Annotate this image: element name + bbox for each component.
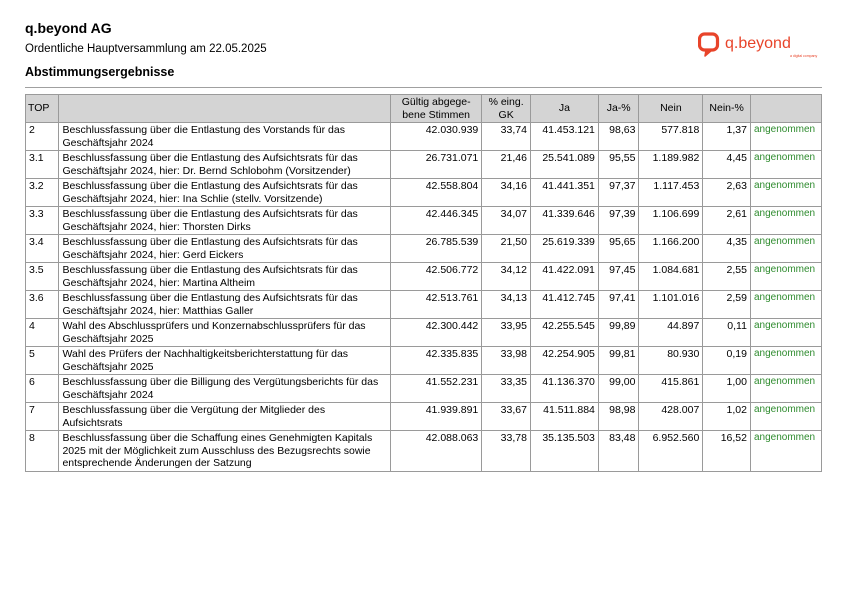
table-header-row bbox=[26, 95, 822, 123]
valid-votes: 42.335.835 bbox=[391, 347, 482, 375]
result-status: angenommen bbox=[750, 235, 821, 263]
table-row bbox=[26, 207, 822, 235]
col-header-no: Nein bbox=[639, 95, 703, 123]
result-status: angenommen bbox=[750, 431, 821, 472]
agenda-description: Beschlussfassung über die Entlastung des Aufsichtsrats für das Geschäftsjahr 2024, hier: Ina Schlie (stellv. Vorsitzende) bbox=[59, 179, 391, 207]
yes-votes: 41.136.370 bbox=[530, 375, 598, 403]
no-votes: 1.189.982 bbox=[639, 151, 703, 179]
top-number: 3.6 bbox=[26, 291, 59, 319]
top-number: 8 bbox=[26, 431, 59, 472]
yes-percent: 95,65 bbox=[598, 235, 639, 263]
result-status: angenommen bbox=[750, 151, 821, 179]
col-header-valid-votes: Gültig abgege-bene Stimmen bbox=[391, 95, 482, 123]
top-number: 3.1 bbox=[26, 151, 59, 179]
table-row bbox=[26, 431, 822, 472]
yes-votes: 41.339.646 bbox=[530, 207, 598, 235]
col-header-percent-capital: % eing. GK bbox=[482, 95, 531, 123]
col-header-no-percent: Nein-% bbox=[703, 95, 751, 123]
yes-votes: 35.135.503 bbox=[530, 431, 598, 472]
result-status: angenommen bbox=[750, 403, 821, 431]
no-votes: 44.897 bbox=[639, 319, 703, 347]
col-header-yes-percent: Ja-% bbox=[598, 95, 639, 123]
meeting-subtitle: Ordentliche Hauptversammlung am 22.05.2025 bbox=[25, 43, 267, 55]
company-name: q.beyond AG bbox=[25, 20, 112, 36]
col-header-top: TOP bbox=[26, 95, 59, 123]
yes-percent: 99,89 bbox=[598, 319, 639, 347]
table-row bbox=[26, 263, 822, 291]
top-number: 4 bbox=[26, 319, 59, 347]
percent-capital: 34,12 bbox=[482, 263, 531, 291]
yes-votes: 42.255.545 bbox=[530, 319, 598, 347]
result-status: angenommen bbox=[750, 291, 821, 319]
yes-votes: 41.511.884 bbox=[530, 403, 598, 431]
agenda-description: Wahl des Prüfers der Nachhaltigkeitsberichterstattung für das Geschäftsjahr 2025 bbox=[59, 347, 391, 375]
percent-capital: 33,98 bbox=[482, 347, 531, 375]
valid-votes: 42.506.772 bbox=[391, 263, 482, 291]
table-row bbox=[26, 179, 822, 207]
agenda-description: Beschlussfassung über die Billigung des Vergütungsberichts für das Geschäftsjahr 2024 bbox=[59, 375, 391, 403]
table-row bbox=[26, 151, 822, 179]
yes-percent: 99,00 bbox=[598, 375, 639, 403]
yes-votes: 25.619.339 bbox=[530, 235, 598, 263]
agenda-description: Beschlussfassung über die Entlastung des Aufsichtsrats für das Geschäftsjahr 2024, hier: Gerd Eickers bbox=[59, 235, 391, 263]
agenda-description: Beschlussfassung über die Schaffung eines Genehmigten Kapitals 2025 mit der Möglichkeit zum Ausschluss des Bezugsrechts sowie entsprechende Änderungen der Satzung bbox=[59, 431, 391, 472]
no-votes: 1.117.453 bbox=[639, 179, 703, 207]
top-number: 6 bbox=[26, 375, 59, 403]
yes-percent: 95,55 bbox=[598, 151, 639, 179]
result-status: angenommen bbox=[750, 347, 821, 375]
no-votes: 1.166.200 bbox=[639, 235, 703, 263]
valid-votes: 26.731.071 bbox=[391, 151, 482, 179]
percent-capital: 33,74 bbox=[482, 123, 531, 151]
result-status: angenommen bbox=[750, 375, 821, 403]
logo-wordmark: q.beyond bbox=[725, 35, 791, 52]
result-status: angenommen bbox=[750, 123, 821, 151]
no-percent: 2,61 bbox=[703, 207, 751, 235]
no-percent: 4,45 bbox=[703, 151, 751, 179]
percent-capital: 21,50 bbox=[482, 235, 531, 263]
top-number: 5 bbox=[26, 347, 59, 375]
yes-votes: 25.541.089 bbox=[530, 151, 598, 179]
no-percent: 0,19 bbox=[703, 347, 751, 375]
percent-capital: 34,13 bbox=[482, 291, 531, 319]
top-number: 3.4 bbox=[26, 235, 59, 263]
no-percent: 2,63 bbox=[703, 179, 751, 207]
yes-percent: 83,48 bbox=[598, 431, 639, 472]
results-table bbox=[25, 94, 822, 472]
yes-percent: 99,81 bbox=[598, 347, 639, 375]
yes-percent: 97,41 bbox=[598, 291, 639, 319]
no-votes: 577.818 bbox=[639, 123, 703, 151]
no-votes: 80.930 bbox=[639, 347, 703, 375]
top-number: 7 bbox=[26, 403, 59, 431]
no-percent: 1,00 bbox=[703, 375, 751, 403]
table-row bbox=[26, 347, 822, 375]
agenda-description: Beschlussfassung über die Entlastung des Vorstands für das Geschäftsjahr 2024 bbox=[59, 123, 391, 151]
valid-votes: 26.785.539 bbox=[391, 235, 482, 263]
yes-percent: 98,98 bbox=[598, 403, 639, 431]
percent-capital: 33,78 bbox=[482, 431, 531, 472]
valid-votes: 42.030.939 bbox=[391, 123, 482, 151]
yes-votes: 41.441.351 bbox=[530, 179, 598, 207]
percent-capital: 33,35 bbox=[482, 375, 531, 403]
agenda-description: Beschlussfassung über die Entlastung des Aufsichtsrats für das Geschäftsjahr 2024, hier: Matthias Galler bbox=[59, 291, 391, 319]
result-status: angenommen bbox=[750, 179, 821, 207]
yes-votes: 41.422.091 bbox=[530, 263, 598, 291]
col-header-yes: Ja bbox=[530, 95, 598, 123]
percent-capital: 21,46 bbox=[482, 151, 531, 179]
valid-votes: 42.446.345 bbox=[391, 207, 482, 235]
result-status: angenommen bbox=[750, 263, 821, 291]
yes-percent: 97,37 bbox=[598, 179, 639, 207]
section-title: Abstimmungsergebnisse bbox=[25, 65, 175, 79]
yes-votes: 42.254.905 bbox=[530, 347, 598, 375]
result-status: angenommen bbox=[750, 319, 821, 347]
table-row bbox=[26, 291, 822, 319]
valid-votes: 41.939.891 bbox=[391, 403, 482, 431]
no-percent: 0,11 bbox=[703, 319, 751, 347]
no-percent: 16,52 bbox=[703, 431, 751, 472]
no-percent: 1,37 bbox=[703, 123, 751, 151]
valid-votes: 42.300.442 bbox=[391, 319, 482, 347]
table-row bbox=[26, 319, 822, 347]
percent-capital: 34,07 bbox=[482, 207, 531, 235]
yes-votes: 41.453.121 bbox=[530, 123, 598, 151]
valid-votes: 42.088.063 bbox=[391, 431, 482, 472]
no-percent: 4,35 bbox=[703, 235, 751, 263]
no-percent: 2,59 bbox=[703, 291, 751, 319]
table-row bbox=[26, 375, 822, 403]
logo-tagline: a digital company bbox=[790, 54, 818, 58]
table-row bbox=[26, 123, 822, 151]
yes-percent: 98,63 bbox=[598, 123, 639, 151]
no-percent: 2,55 bbox=[703, 263, 751, 291]
result-status: angenommen bbox=[750, 207, 821, 235]
q-logo-icon bbox=[700, 34, 718, 56]
top-number: 3.2 bbox=[26, 179, 59, 207]
table-row bbox=[26, 235, 822, 263]
no-percent: 1,02 bbox=[703, 403, 751, 431]
valid-votes: 41.552.231 bbox=[391, 375, 482, 403]
valid-votes: 42.558.804 bbox=[391, 179, 482, 207]
yes-percent: 97,45 bbox=[598, 263, 639, 291]
header-divider bbox=[25, 87, 822, 88]
q-beyond-logo bbox=[698, 32, 818, 60]
no-votes: 1.106.699 bbox=[639, 207, 703, 235]
agenda-description: Beschlussfassung über die Entlastung des Aufsichtsrats für das Geschäftsjahr 2024, hier: Martina Altheim bbox=[59, 263, 391, 291]
agenda-description: Wahl des Abschlussprüfers und Konzernabschlussprüfers für das Geschäftsjahr 2025 bbox=[59, 319, 391, 347]
col-header-result bbox=[750, 95, 821, 123]
no-votes: 6.952.560 bbox=[639, 431, 703, 472]
percent-capital: 33,67 bbox=[482, 403, 531, 431]
no-votes: 1.101.016 bbox=[639, 291, 703, 319]
no-votes: 1.084.681 bbox=[639, 263, 703, 291]
no-votes: 428.007 bbox=[639, 403, 703, 431]
yes-votes: 41.412.745 bbox=[530, 291, 598, 319]
top-number: 3.3 bbox=[26, 207, 59, 235]
valid-votes: 42.513.761 bbox=[391, 291, 482, 319]
no-votes: 415.861 bbox=[639, 375, 703, 403]
yes-percent: 97,39 bbox=[598, 207, 639, 235]
agenda-description: Beschlussfassung über die Vergütung der Mitglieder des Aufsichtsrats bbox=[59, 403, 391, 431]
top-number: 3.5 bbox=[26, 263, 59, 291]
top-number: 2 bbox=[26, 123, 59, 151]
agenda-description: Beschlussfassung über die Entlastung des Aufsichtsrats für das Geschäftsjahr 2024, hier: Thorsten Dirks bbox=[59, 207, 391, 235]
col-header-description bbox=[59, 95, 391, 123]
agenda-description: Beschlussfassung über die Entlastung des Aufsichtsrats für das Geschäftsjahr 2024, hier: Dr. Bernd Schlobohm (Vorsitzender) bbox=[59, 151, 391, 179]
table-row bbox=[26, 403, 822, 431]
percent-capital: 34,16 bbox=[482, 179, 531, 207]
percent-capital: 33,95 bbox=[482, 319, 531, 347]
